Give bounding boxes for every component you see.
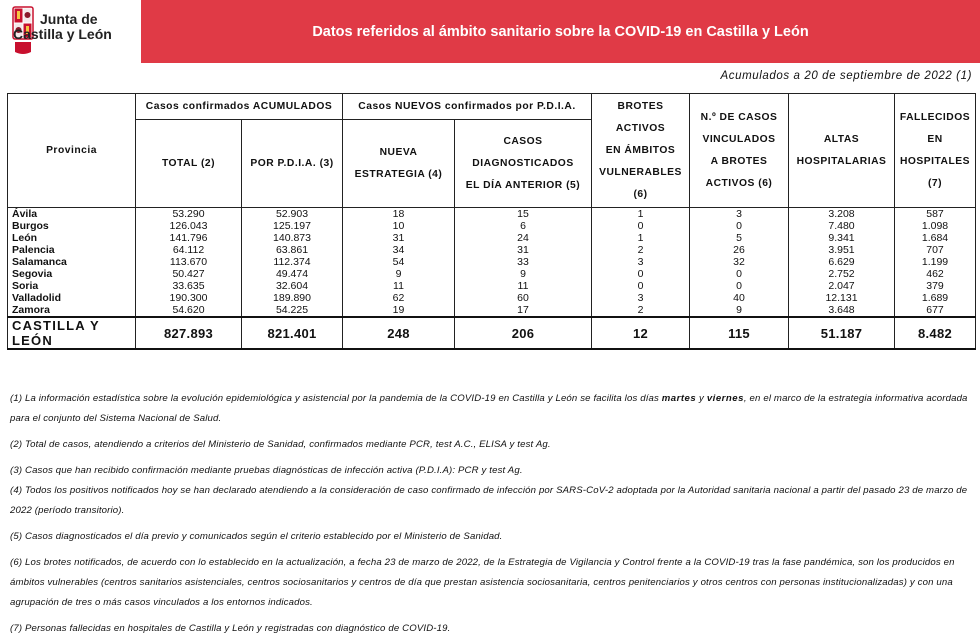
province-name: Valladolid	[8, 292, 136, 304]
table-cell: 7.480	[789, 220, 895, 232]
table-cell: 3.951	[789, 244, 895, 256]
table-cell: 19	[343, 304, 455, 317]
footnote-6: (6) Los brotes notificados, de acuerdo con lo establecido en la actualización, a fecha 23 de marzo de 2022, de la Estrategia de Vigilancia y Control frente a la COVID-19 tras la fase pandémica, son los producidos en ámbitos vulnerables (centros sanitarios asistenciales, centros sociosanitarios y centros de día que prestan asistencia sociosanitaria, centros penitenciarios y otros centros con personas institucionalizadas) y con una agrupación de tres o más casos vinculados a los entornos indicados.	[10, 557, 955, 608]
logo-line-1: Junta de	[40, 11, 98, 27]
nueva-line: ESTRATEGIA (4)	[354, 168, 443, 180]
fallecidos-line: HOSPITALES	[899, 155, 971, 167]
footnote-3: (3) Casos que han recibido confirmación mediante pruebas diagnósticas de infección activa (P.D.I.A): PCR y test Ag.	[10, 465, 523, 476]
covid-data-table	[7, 93, 976, 350]
table-cell: 707	[895, 244, 976, 256]
table-cell: 34	[343, 244, 455, 256]
table-cell: 33.635	[136, 280, 242, 292]
total-cell: 248	[343, 317, 455, 349]
junta-logo	[6, 2, 136, 62]
table-cell: 31	[455, 244, 592, 256]
col-header-total: TOTAL (2)	[136, 120, 242, 208]
table-cell: 0	[690, 268, 789, 280]
table-cell: 2	[592, 244, 690, 256]
table-cell: 1.199	[895, 256, 976, 268]
province-name: León	[8, 232, 136, 244]
table-cell: 32.604	[242, 280, 343, 292]
table-cell: 9	[690, 304, 789, 317]
table-cell: 40	[690, 292, 789, 304]
table-cell: 0	[592, 268, 690, 280]
footnote-5: (5) Casos diagnosticados el día previo y comunicados según el criterio establecido por el Ministerio de Sanidad.	[10, 531, 503, 542]
fallecidos-line: (7)	[927, 177, 943, 189]
dia-anterior-line: DIAGNOSTICADOS	[472, 157, 574, 169]
footnote-1	[10, 389, 970, 429]
province-name: Burgos	[8, 220, 136, 232]
province-name: Soria	[8, 280, 136, 292]
vinculados-line: A BROTES	[710, 155, 768, 167]
col-header-por-pdia: POR P.D.I.A. (3)	[242, 120, 343, 208]
table-cell: 60	[455, 292, 592, 304]
col-header-altas	[789, 94, 895, 208]
total-cell: 827.893	[136, 317, 242, 349]
dia-anterior-line: EL DÍA ANTERIOR (5)	[465, 179, 581, 191]
table-cell: 3.208	[789, 208, 895, 221]
altas-line: HOSPITALARIAS	[796, 155, 887, 167]
col-header-provincia: Provincia	[8, 94, 136, 208]
table-cell: 15	[455, 208, 592, 221]
table-cell: 32	[690, 256, 789, 268]
table-cell: 24	[455, 232, 592, 244]
table-cell: 112.374	[242, 256, 343, 268]
table-cell: 587	[895, 208, 976, 221]
table-cell: 140.873	[242, 232, 343, 244]
footnote-emphasis: martes	[661, 393, 697, 404]
total-row	[8, 317, 976, 349]
table-cell: 10	[343, 220, 455, 232]
table-cell: 5	[690, 232, 789, 244]
table-row	[8, 256, 976, 268]
vinculados-line: VINCULADOS	[702, 133, 776, 145]
table-cell: 113.670	[136, 256, 242, 268]
province-name: Salamanca	[8, 256, 136, 268]
table-cell: 17	[455, 304, 592, 317]
province-name: Ávila	[8, 208, 136, 221]
table-cell: 126.043	[136, 220, 242, 232]
table-row	[8, 292, 976, 304]
table-row	[8, 220, 976, 232]
total-cell: 51.187	[789, 317, 895, 349]
table-cell: 63.861	[242, 244, 343, 256]
table-cell: 1	[592, 232, 690, 244]
table-row	[8, 232, 976, 244]
table-cell: 0	[592, 220, 690, 232]
vinculados-line: N.º DE CASOS	[700, 111, 778, 123]
brotes-line: VULNERABLES	[599, 166, 682, 178]
table-cell: 379	[895, 280, 976, 292]
table-row	[8, 304, 976, 317]
vinculados-line: ACTIVOS (6)	[705, 177, 773, 189]
group-header-acumulados: Casos confirmados ACUMULADOS	[136, 94, 343, 120]
table-cell: 2.047	[789, 280, 895, 292]
dia-anterior-line: CASOS	[503, 135, 543, 147]
brotes-line: (6)	[633, 188, 648, 200]
table-cell: 189.890	[242, 292, 343, 304]
table-cell: 9	[455, 268, 592, 280]
col-header-dia-anterior	[455, 120, 592, 208]
province-name: Palencia	[8, 244, 136, 256]
col-header-brotes	[592, 94, 690, 208]
table-cell: 3	[592, 292, 690, 304]
total-cell: 8.482	[895, 317, 976, 349]
table-cell: 12.131	[789, 292, 895, 304]
table-cell: 31	[343, 232, 455, 244]
footnote-text: (1) La información estadística sobre la evolución epidemiológica y asistencial por la pandemia de la COVID-19 en Castilla y León se facilita los días	[10, 393, 662, 404]
footnote-text: y	[696, 393, 707, 404]
col-header-vinculados	[690, 94, 789, 208]
brotes-line: EN ÁMBITOS	[605, 144, 676, 156]
fallecidos-line: FALLECIDOS	[899, 111, 971, 123]
table-row	[8, 280, 976, 292]
table-cell: 125.197	[242, 220, 343, 232]
table-cell: 1.098	[895, 220, 976, 232]
table-cell: 11	[455, 280, 592, 292]
table-cell: 3	[690, 208, 789, 221]
table-cell: 11	[343, 280, 455, 292]
col-header-fallecidos	[895, 94, 976, 208]
table-cell: 54.225	[242, 304, 343, 317]
table-cell: 2	[592, 304, 690, 317]
table-cell: 9.341	[789, 232, 895, 244]
footnotes	[10, 389, 970, 639]
nueva-line: NUEVA	[379, 146, 418, 158]
logo-text	[13, 11, 112, 42]
table-cell: 1.684	[895, 232, 976, 244]
table-cell: 64.112	[136, 244, 242, 256]
footnote-7: (7) Personas fallecidas en hospitales de Castilla y León y registradas con diagnóstico de COVID-19.	[10, 623, 451, 634]
page-title: Datos referidos al ámbito sanitario sobre la COVID-19 en Castilla y León	[312, 23, 809, 40]
brotes-line: ACTIVOS	[615, 122, 666, 134]
title-banner	[141, 0, 980, 63]
table-cell: 6	[455, 220, 592, 232]
province-name: Segovia	[8, 268, 136, 280]
table-cell: 677	[895, 304, 976, 317]
table-cell: 33	[455, 256, 592, 268]
table-cell: 54	[343, 256, 455, 268]
table-cell: 18	[343, 208, 455, 221]
table-cell: 26	[690, 244, 789, 256]
table-cell: 141.796	[136, 232, 242, 244]
footnote-text: , en el marco de la estrategia informativa acordada para el conjunto del Sistema Nacional de Salud.	[10, 393, 968, 424]
total-cell: 115	[690, 317, 789, 349]
table-row	[8, 268, 976, 280]
table-cell: 53.290	[136, 208, 242, 221]
table-cell: 6.629	[789, 256, 895, 268]
altas-line: ALTAS	[823, 133, 860, 145]
total-cell: 206	[455, 317, 592, 349]
table-cell: 0	[690, 280, 789, 292]
logo-line-2: Castilla y León	[13, 26, 112, 42]
total-cell: 821.401	[242, 317, 343, 349]
table-cell: 62	[343, 292, 455, 304]
footnote-4: (4) Todos los positivos notificados hoy se han declarado atendiendo a la consideración de caso confirmado de infección por SARS-CoV-2 adoptada por la Autoridad sanitaria nacional a partir del pasado 23 de marzo de 2022 (período transitorio).	[10, 485, 968, 516]
province-name: Zamora	[8, 304, 136, 317]
table-cell: 2.752	[789, 268, 895, 280]
total-label: CASTILLA Y LEÓN	[8, 317, 136, 349]
table-cell: 50.427	[136, 268, 242, 280]
table-cell: 1	[592, 208, 690, 221]
table-cell: 0	[690, 220, 789, 232]
brotes-line: BROTES	[617, 100, 664, 112]
footnote-emphasis: viernes	[706, 393, 744, 404]
table-cell: 3	[592, 256, 690, 268]
group-header-nuevos: Casos NUEVOS confirmados por P.D.I.A.	[343, 94, 592, 120]
table-cell: 1.689	[895, 292, 976, 304]
footnote-2: (2) Total de casos, atendiendo a criterios del Ministerio de Sanidad, confirmados mediante PCR, test A.C., ELISA y test Ag.	[10, 439, 551, 450]
col-header-nueva-estrategia	[343, 120, 455, 208]
table-cell: 3.648	[789, 304, 895, 317]
fallecidos-line: EN	[927, 133, 943, 145]
table-cell: 49.474	[242, 268, 343, 280]
table-body	[8, 208, 976, 318]
table-cell: 462	[895, 268, 976, 280]
table-cell: 0	[592, 280, 690, 292]
table-cell: 54.620	[136, 304, 242, 317]
table-row	[8, 244, 976, 256]
table-cell: 190.300	[136, 292, 242, 304]
table-row	[8, 208, 976, 221]
table-cell: 9	[343, 268, 455, 280]
total-cell: 12	[592, 317, 690, 349]
table-cell: 52.903	[242, 208, 343, 221]
date-note: Acumulados a 20 de septiembre de 2022 (1)	[720, 70, 972, 82]
